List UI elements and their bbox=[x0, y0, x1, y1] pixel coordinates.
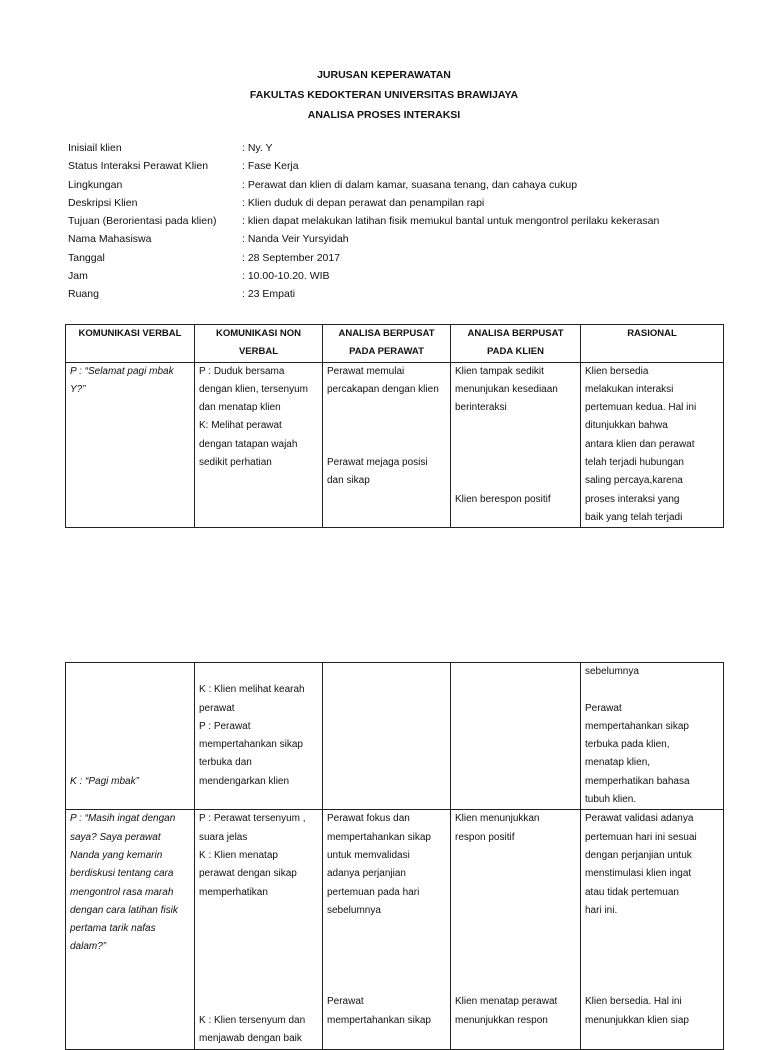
header-nonverbal: KOMUNIKASI NON VERBAL bbox=[195, 325, 323, 363]
cell-text-line: dengan tatapan wajah bbox=[199, 438, 298, 450]
info-label: Tujuan (Berorientasi pada klien) bbox=[68, 215, 217, 228]
nonverbal-cell bbox=[195, 663, 323, 810]
nurse-analysis-cell bbox=[323, 810, 451, 1050]
cell-text-line: memperhatikan bbox=[199, 886, 268, 898]
table-row bbox=[66, 810, 724, 1050]
cell-text-line: Klien bersedia. Hal ini bbox=[585, 996, 682, 1008]
cell-text-line: saya? Saya perawat bbox=[70, 831, 161, 843]
header-nurse-analysis: ANALISA BERPUSAT PADA PERAWAT bbox=[323, 325, 451, 363]
cell-text-line: antara klien dan perawat bbox=[585, 438, 695, 450]
header-client-analysis: ANALISA BERPUSAT PADA KLIEN bbox=[451, 325, 581, 363]
rational-cell bbox=[581, 663, 724, 810]
cell-text-line: sedikit perhatian bbox=[199, 457, 272, 469]
cell-text-line: P : Perawat bbox=[199, 720, 251, 732]
verbal-cell bbox=[66, 362, 195, 528]
info-label: Nama Mahasiswa bbox=[68, 233, 152, 246]
cell-text-line: melakukan interaksi bbox=[585, 383, 674, 395]
cell-text-line: mempertahankan sikap bbox=[327, 831, 431, 843]
cell-text-line: Nanda yang kemarin bbox=[70, 849, 163, 861]
cell-text-line: P : Perawat tersenyum , bbox=[199, 813, 306, 825]
cell-text-line: Klien menatap perawat bbox=[455, 996, 558, 1008]
cell-text-line: K : Klien menatap bbox=[199, 849, 278, 861]
cell-text-line: dengan klien, tersenyum bbox=[199, 383, 308, 395]
table-header-row bbox=[66, 325, 724, 363]
cell-text-line: ditunjukkan bahwa bbox=[585, 420, 668, 432]
info-label: Deskripsi Klien bbox=[68, 196, 138, 209]
cell-text-line: Klien tampak sedikit bbox=[455, 365, 544, 377]
info-row bbox=[68, 141, 659, 159]
faculty-title: FAKULTAS KEDOKTERAN UNIVERSITAS BRAWIJAYA bbox=[249, 89, 519, 101]
cell-text-line: pertemuan hari ini sesuai bbox=[585, 831, 697, 843]
cell-text-line: Perawat memulai bbox=[327, 365, 405, 377]
cell-text-line: Perawat bbox=[585, 702, 622, 714]
cell-text-line: Klien berespon positif bbox=[455, 493, 551, 505]
cell-text-line: perawat bbox=[199, 702, 235, 714]
client-info bbox=[68, 141, 659, 306]
info-value: : 23 Empati bbox=[242, 288, 296, 301]
cell-text-line: berdiskusi tentang cara bbox=[70, 868, 174, 880]
cell-text-line: respon positif bbox=[455, 831, 515, 843]
cell-text-line: pertemuan pada hari bbox=[327, 886, 420, 898]
cell-text-line: tubuh klien. bbox=[585, 794, 637, 806]
header-rational: RASIONAL bbox=[581, 325, 724, 363]
cell-text-line: P : “Masih ingat dengan bbox=[70, 813, 176, 825]
cell-text-line: atau tidak pertemuan bbox=[585, 886, 679, 898]
cell-text-line: saling percaya,karena bbox=[585, 475, 683, 487]
cell-text-line: telah terjadi hubungan bbox=[585, 457, 684, 469]
cell-text-line: menunjukan kesediaan bbox=[455, 383, 558, 395]
cell-text-line: mempertahankan sikap bbox=[327, 1014, 431, 1026]
verbal-cell bbox=[66, 810, 195, 1050]
cell-text-line: Perawat validasi adanya bbox=[585, 813, 694, 825]
department-title: JURUSAN KEPERAWATAN bbox=[317, 69, 451, 81]
cell-text-line: Klien menunjukkan bbox=[455, 813, 540, 825]
cell-text-line: menstimulasi klien ingat bbox=[585, 868, 692, 880]
cell-text-line: dan menatap klien bbox=[199, 402, 281, 414]
cell-text-line: proses interaksi yang bbox=[585, 493, 680, 505]
cell-text-line: terbuka dan bbox=[199, 757, 252, 769]
cell-text-line: pertemuan kedua. Hal ini bbox=[585, 402, 697, 414]
cell-text-line: memperhatikan bahasa bbox=[585, 775, 690, 787]
cell-text-line: sebelumnya bbox=[585, 666, 639, 677]
info-label: Status Interaksi Perawat Klien bbox=[68, 160, 209, 173]
client-analysis-cell bbox=[451, 663, 581, 810]
cell-text-line: adanya perjanjian bbox=[327, 868, 406, 880]
cell-text-line: suara jelas bbox=[199, 831, 248, 843]
cell-text-line: menunjukkan respon bbox=[455, 1014, 548, 1026]
info-row bbox=[68, 178, 659, 196]
header-verbal: KOMUNIKASI VERBAL bbox=[66, 325, 195, 363]
cell-text-line: terbuka pada klien, bbox=[585, 739, 670, 751]
info-value: : Nanda Veir Yursyidah bbox=[242, 233, 349, 246]
nonverbal-cell bbox=[195, 362, 323, 528]
cell-text-line: pertama tarik nafas bbox=[70, 923, 156, 935]
nonverbal-cell bbox=[195, 810, 323, 1050]
info-value: : 10.00-10.20. WIB bbox=[242, 270, 330, 283]
info-label: Jam bbox=[68, 270, 88, 283]
info-value: : Perawat dan klien di dalam kamar, suasana tenang, dan cahaya cukup bbox=[242, 178, 578, 191]
info-row bbox=[68, 159, 659, 177]
cell-text-line: baik yang telah terjadi bbox=[585, 511, 683, 523]
info-label: Ruang bbox=[68, 288, 99, 301]
info-value: : Fase Kerja bbox=[242, 160, 299, 173]
verbal-cell bbox=[66, 663, 195, 810]
cell-text-line: dalam?” bbox=[70, 941, 107, 953]
info-value: : klien dapat melakukan latihan fisik memukul bantal untuk mengontrol perilaku kekerasan bbox=[242, 215, 660, 228]
cell-text-line: mempertahankan sikap bbox=[199, 739, 303, 751]
document-title: ANALISA PROSES INTERAKSI bbox=[307, 109, 461, 121]
cell-text-line: dan sikap bbox=[327, 475, 370, 487]
info-row bbox=[68, 196, 659, 214]
cell-text-line: K : Klien melihat kearah bbox=[199, 684, 305, 696]
info-row bbox=[68, 287, 659, 305]
cell-text-line: K: Melihat perawat bbox=[199, 420, 282, 432]
cell-text-line: perawat dengan sikap bbox=[199, 868, 297, 880]
info-value: : 28 September 2017 bbox=[242, 251, 341, 264]
cell-text-line: mengontrol rasa marah bbox=[70, 886, 174, 898]
rational-cell bbox=[581, 810, 724, 1050]
interaction-table-continued bbox=[65, 662, 724, 1050]
info-label: Inisiail klien bbox=[68, 142, 122, 154]
cell-text-line: hari ini. bbox=[585, 904, 618, 916]
cell-text-line: K : Klien tersenyum dan bbox=[199, 1014, 306, 1026]
info-row bbox=[68, 214, 659, 232]
cell-text-line: percakapan dengan klien bbox=[327, 383, 439, 395]
cell-text-line: K : “Pagi mbak” bbox=[70, 775, 139, 787]
cell-text-line: P : Duduk bersama bbox=[199, 365, 285, 377]
cell-text-line: Y?” bbox=[70, 383, 86, 395]
table-row bbox=[66, 362, 724, 528]
client-analysis-cell bbox=[451, 810, 581, 1050]
cell-text-line: dengan perjanjian untuk bbox=[585, 849, 692, 861]
cell-text-line: menunjukkan klien siap bbox=[585, 1014, 689, 1026]
info-row bbox=[68, 251, 659, 269]
info-row bbox=[68, 269, 659, 287]
cell-text-line: berinteraksi bbox=[455, 402, 507, 414]
cell-text-line: mempertahankan sikap bbox=[585, 720, 689, 732]
info-label: Lingkungan bbox=[68, 178, 123, 191]
info-label: Tanggal bbox=[68, 251, 105, 264]
info-row bbox=[68, 232, 659, 250]
cell-text-line: Perawat mejaga posisi bbox=[327, 457, 428, 469]
cell-text-line: menatap klien, bbox=[585, 757, 651, 769]
cell-text-line: P : “Selamat pagi mbak bbox=[70, 365, 174, 377]
interaction-table bbox=[65, 324, 724, 528]
cell-text-line: Perawat fokus dan bbox=[327, 813, 410, 825]
nurse-analysis-cell bbox=[323, 663, 451, 810]
document-header bbox=[0, 68, 768, 128]
rational-cell bbox=[581, 362, 724, 528]
cell-text-line: dengan cara latihan fisik bbox=[70, 904, 178, 916]
table-row bbox=[66, 663, 724, 810]
nurse-analysis-cell bbox=[323, 362, 451, 528]
cell-text-line: Klien bersedia bbox=[585, 365, 649, 377]
info-value: : Klien duduk di depan perawat dan penampilan rapi bbox=[242, 196, 485, 209]
info-value: : Ny. Y bbox=[242, 142, 273, 154]
cell-text-line: sebelumnya bbox=[327, 904, 381, 916]
client-analysis-cell bbox=[451, 362, 581, 528]
cell-text-line: mendengarkan klien bbox=[199, 775, 290, 787]
cell-text-line: untuk memvalidasi bbox=[327, 849, 410, 861]
cell-text-line: Perawat bbox=[327, 996, 364, 1008]
cell-text-line: menjawab dengan baik bbox=[199, 1032, 302, 1044]
